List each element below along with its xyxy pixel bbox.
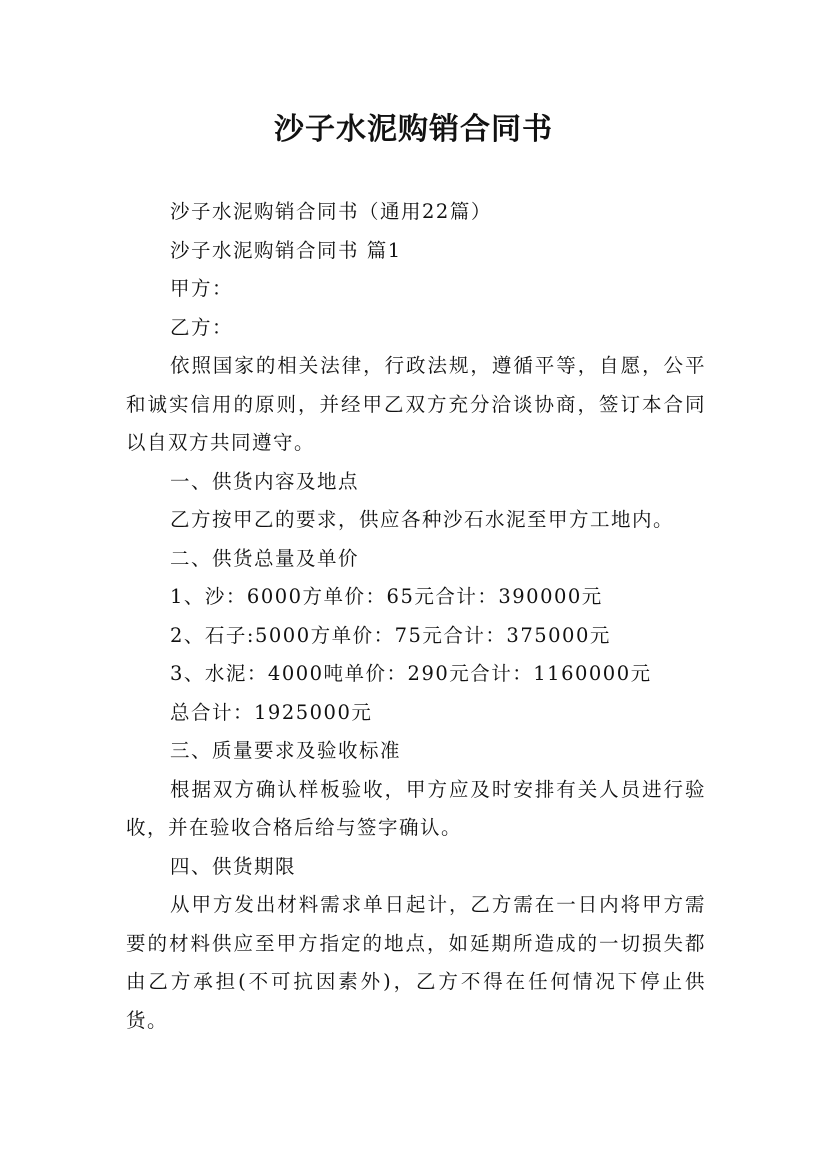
price-item-sand: 1、沙：6000方单价：65元合计：390000元 bbox=[170, 585, 603, 608]
clause-heading-delivery-period: 四、供货期限 bbox=[170, 854, 297, 878]
preamble-paragraph: 依照国家的相关法律，行政法规，遵循平等，自愿，公平和诚实信用的原则，并经甲乙双方充分洽谈协商，签订本合同以自双方共同遵守。 bbox=[126, 354, 706, 454]
supply-content-paragraph: 乙方按甲乙的要求，供应各种沙石水泥至甲方工地内。 bbox=[170, 508, 675, 531]
party-b-line: 乙方： bbox=[170, 315, 234, 339]
grand-total-line: 总合计：1925000元 bbox=[170, 700, 373, 724]
clause-heading-quality: 三、质量要求及验收标准 bbox=[170, 739, 402, 762]
party-a-line: 甲方： bbox=[170, 277, 234, 300]
document-body bbox=[126, 193, 706, 1040]
document-title: 沙子水泥购销合同书 bbox=[274, 112, 553, 147]
price-item-stone: 2、石子:5000方单价：75元合计：375000元 bbox=[170, 623, 611, 647]
delivery-period-paragraph: 从甲方发出材料需求单日起计，乙方需在一日内将甲方需要的材料供应至甲方指定的地点，如延期所造成的一切损失都由乙方承担(不可抗因素外)，乙方不得在任何情况下停止供货。 bbox=[126, 893, 706, 1032]
price-item-cement: 3、水泥：4000吨单价：290元合计：1160000元 bbox=[170, 662, 652, 685]
section-heading-1: 沙子水泥购销合同书 篇1 bbox=[170, 238, 402, 262]
clause-heading-supply-content: 一、供货内容及地点 bbox=[170, 469, 360, 493]
clause-heading-quantity-price: 二、供货总量及单价 bbox=[170, 546, 360, 570]
quality-paragraph: 根据双方确认样板验收，甲方应及时安排有关人员进行验收，并在验收合格后给与签字确认。 bbox=[126, 777, 706, 839]
subtitle-paragraph: 沙子水泥购销合同书（通用22篇） bbox=[170, 200, 492, 223]
